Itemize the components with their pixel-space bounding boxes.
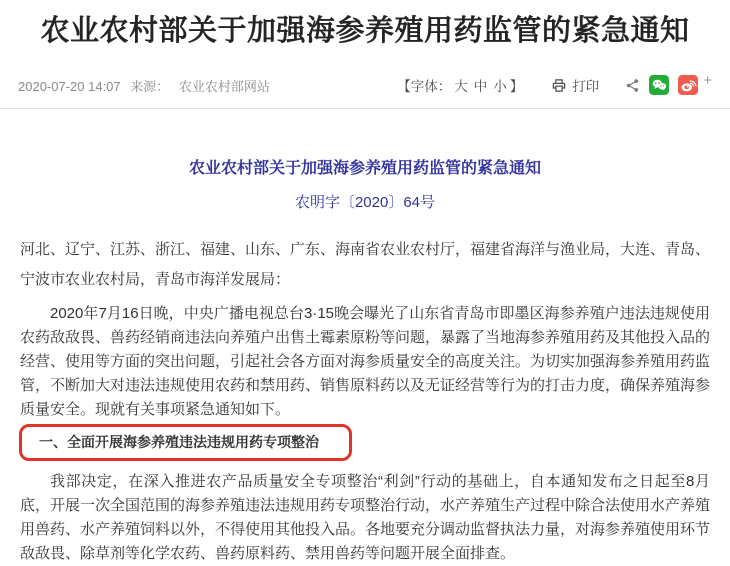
font-size-control bbox=[397, 75, 523, 95]
source-label: 来源： bbox=[130, 78, 170, 94]
addressee-line: 河北、辽宁、江苏、浙江、福建、山东、广东、海南省农业农村厅，福建省海洋与渔业局，大连、青岛、宁波市农业农村局，青岛市海洋发展局： bbox=[20, 241, 711, 289]
document-title: 农业农村部关于加强海参养殖用药监管的紧急通知 bbox=[188, 160, 541, 178]
share-nodes-icon[interactable] bbox=[625, 78, 640, 93]
font-size-medium-button[interactable]: 中 bbox=[473, 79, 488, 95]
print-label: 打印 bbox=[572, 79, 600, 95]
document-number: 农明字〔2020〕64号 bbox=[294, 194, 436, 212]
publish-datetime: 2020-07-20 14:07 bbox=[18, 78, 121, 94]
red-highlight-annotation-box bbox=[19, 424, 352, 461]
font-size-small-button[interactable]: 小 bbox=[493, 79, 507, 95]
paragraph-2: 我部决定，在深入推进农产品质量安全专项整治“利剑”行动的基础上，自本通知发布之日起至8月底，开展一次全国范围的海参养殖违法违规用药专项整治行动，水产养殖生产过程中除合法使用水产养殖用兽药、水产养殖饲料以外，不得使用其他投入品。各地要充分调动监督执法力量，对海参养殖使用环节敌敌畏、除草剂等化学农药、兽药原料药、禁用兽药等问题开展全面排查。 bbox=[20, 473, 711, 563]
wechat-icon[interactable] bbox=[649, 75, 669, 95]
page-title: 农业农村部关于加强海参养殖用药监管的紧急通知 bbox=[40, 15, 690, 47]
meta-info bbox=[18, 76, 276, 95]
more-share-button[interactable]: + bbox=[703, 71, 712, 89]
share-bar bbox=[625, 71, 712, 95]
meta-actions bbox=[397, 71, 712, 95]
article-body bbox=[0, 155, 730, 566]
meta-bar bbox=[0, 71, 730, 95]
section-1-heading: 一、全面开展海参养殖违法违规用药专项整治 bbox=[39, 434, 319, 451]
source-name: 农业农村部网站 bbox=[178, 78, 270, 94]
print-button[interactable] bbox=[551, 75, 599, 95]
printer-icon bbox=[551, 78, 572, 93]
font-size-prefix: 【字体： bbox=[397, 79, 452, 95]
weibo-icon[interactable] bbox=[678, 75, 698, 95]
font-size-suffix: 】 bbox=[509, 79, 524, 95]
font-size-large-button[interactable]: 大 bbox=[454, 79, 468, 95]
header-divider bbox=[0, 108, 730, 109]
paragraph-1: 2020年7月16日晚，中央广播电视总台3·15晚会曝光了山东省青岛市即墨区海参养殖户违法违规使用农药敌敌畏、兽药经销商违法向养殖户出售土霉素原粉等问题，暴露了当地海参养殖用药及其他投入品的经营、使用等方面的突出问题，引起社会各方面对海参质量安全的高度关注。为切实加强海参养殖用药监管，不断加大对违法违规使用农药和禁用药、销售原料药以及无证经营等行为的打击力度，确保养殖海参质量安全。现就有关事项紧急通知如下。 bbox=[20, 305, 711, 419]
